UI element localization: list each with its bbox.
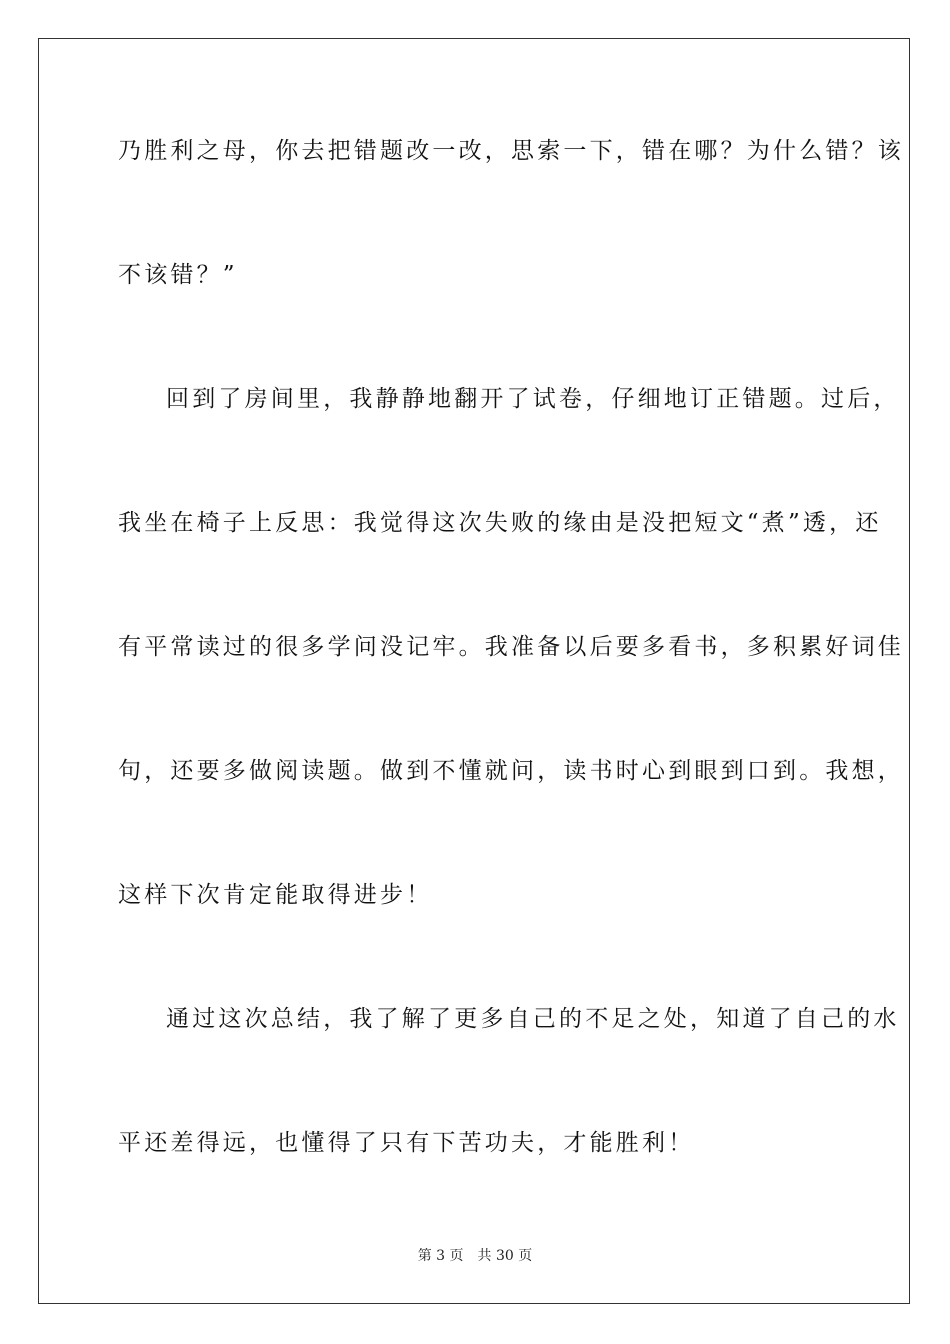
page-footer (0, 1247, 950, 1265)
text-line: 平还差得远，也懂得了只有下苦功夫，才能胜利！ (118, 1130, 695, 1156)
paragraph-start-line: 回到了房间里，我静静地翻开了试卷，仔细地订正错题。过后， (166, 386, 900, 412)
page-border (38, 38, 910, 1304)
text-line: 句，还要多做阅读题。做到不懂就问，读书时心到眼到口到。我想， (118, 758, 904, 784)
text-line: 不该错？” (118, 262, 238, 288)
total-pages: 共 30 页 (477, 1248, 533, 1264)
page-number: 第 3 页 (417, 1248, 464, 1264)
text-line: 我坐在椅子上反思：我觉得这次失败的缘由是没把短文“煮”透，还 (118, 510, 882, 536)
text-line: 这样下次肯定能取得进步！ (118, 882, 433, 908)
text-line: 有平常读过的很多学问没记牢。我准备以后要多看书，多积累好词佳 (118, 634, 904, 660)
text-line: 乃胜利之母，你去把错题改一改，思索一下，错在哪？为什么错？该 (118, 138, 904, 164)
paragraph-start-line: 通过这次总结，我了解了更多自己的不足之处，知道了自己的水 (166, 1006, 900, 1032)
